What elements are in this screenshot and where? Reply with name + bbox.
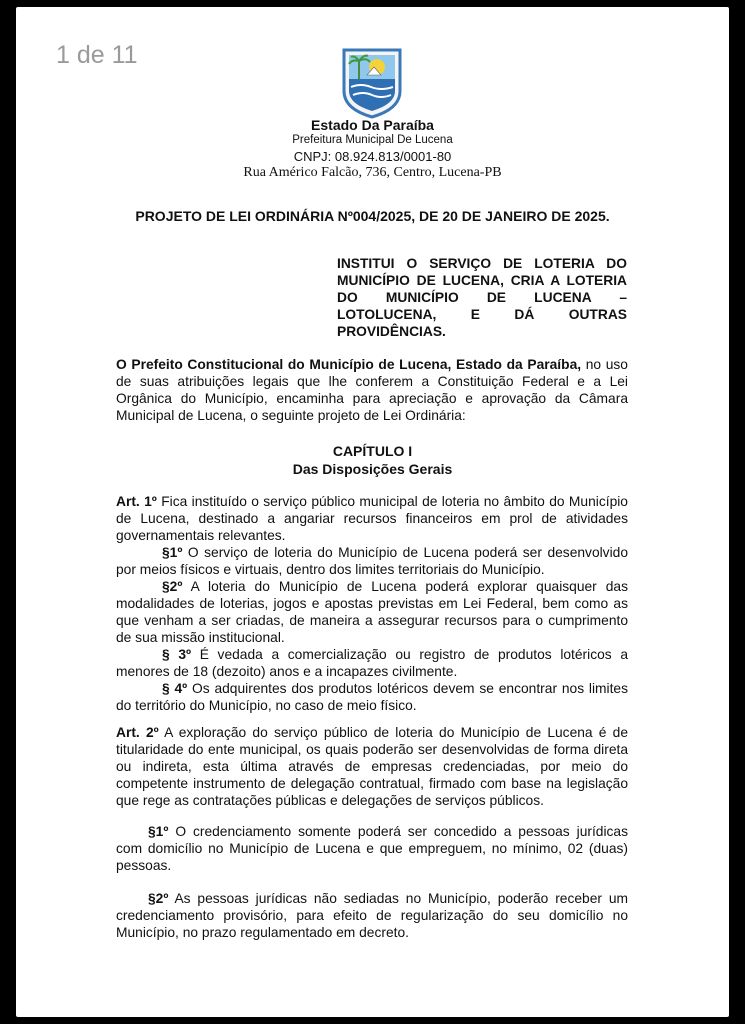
article-1 <box>116 493 628 544</box>
article-1-p1-text: O serviço de loteria do Município de Lucena poderá ser desenvolvido por meios físicos e virtuais, dentro dos limites territoriais do Município. <box>116 545 628 577</box>
article-1-label: Art. 1º <box>116 494 157 509</box>
letterhead-address: Rua Américo Falcão, 736, Centro, Lucena-PB <box>243 165 502 180</box>
article-2-p2-label: §2º <box>148 891 169 906</box>
preamble <box>116 356 628 424</box>
article-1-paragraph-2 <box>116 578 628 646</box>
article-2-label: Art. 2º <box>116 725 159 740</box>
letterhead-prefecture: Prefeitura Municipal De Lucena <box>292 134 453 146</box>
article-1-paragraph-1 <box>116 544 628 578</box>
letterhead-cnpj: CNPJ: 08.924.813/0001-80 <box>293 149 452 164</box>
chapter-title: Das Disposições Gerais <box>292 461 453 477</box>
article-1-p4-label: § 4º <box>162 681 188 696</box>
bill-title: PROJETO DE LEI ORDINÁRIA Nº004/2025, DE 20 DE JANEIRO DE 2025. <box>135 208 610 224</box>
article-1-paragraph-4 <box>116 680 628 714</box>
preamble-text: no uso de suas atribuições legais que lhe conferem a Constituição Federal e a Lei Orgânica do Município, encaminha para apreciação e aprovação da Câmara Municipal de Lucena, o seguinte projeto de Lei Ordinária: <box>116 357 628 423</box>
letterhead-state: Estado Da Paraíba <box>311 117 434 133</box>
article-1-p1-label: §1º <box>162 545 183 560</box>
article-1-p3-text: É vedada a comercialização ou registro de produtos lotéricos a menores de 18 (dezoito) anos e a incapazes civilmente. <box>116 647 629 679</box>
article-2-p1-label: §1º <box>148 824 169 839</box>
article-2-paragraph-1 <box>116 823 628 874</box>
bill-ementa: INSTITUI O SERVIÇO DE LOTERIA DO MUNICÍPIO DE LUCENA, CRIA A LOTERIA DO MUNICÍPIO DE LUCENA – LOTOLUCENA, E DÁ OUTRAS PROVIDÊNCIAS. <box>337 256 627 339</box>
article-2-paragraph-2 <box>116 890 628 941</box>
article-2-text: A exploração do serviço público de loteria do Município de Lucena é de titularidade do ente municipal, os quais poderão ser desenvolvidas de forma direta ou indireta, esta última através de empresas credenciadas, por meio do competente instrumento de delegação contratual, firmado com base na legislação que rege as contratações públicas e delegações de serviços públicos. <box>116 725 628 808</box>
municipal-coat-of-arms-icon <box>341 47 403 119</box>
article-2-p1-text: O credenciamento somente poderá ser concedido a pessoas jurídicas com domicílio no Município de Lucena e que empreguem, no mínimo, 02 (duas) pessoas. <box>116 824 628 873</box>
article-1-p3-label: § 3º <box>162 647 192 662</box>
article-2-p2-text: As pessoas jurídicas não sediadas no Município, poderão receber um credenciamento provisório, para efeito de regularização do seu domicílio no Município, no prazo regulamentado em decreto. <box>116 891 628 940</box>
article-1-p2-text: A loteria do Município de Lucena poderá explorar quaisquer das modalidades de loterias, jogos e apostas previstas em Lei Federal, bem como as que venham a ser criadas, de maneira a assegurar recursos para o cumprimento de sua missão institucional. <box>116 579 628 645</box>
document-page <box>16 7 729 1017</box>
article-1-text: Fica instituído o serviço público municipal de loteria no âmbito do Município de Lucena, destinado a angariar recursos financeiros em prol de atividades governamentais relevantes. <box>116 494 628 543</box>
chapter-number: CAPÍTULO I <box>332 443 413 459</box>
article-1-paragraph-3 <box>116 646 628 680</box>
article-1-p4-text: Os adquirentes dos produtos lotéricos devem se encontrar nos limites do território do Município, no caso de meio físico. <box>116 681 629 713</box>
article-1-p2-label: §2º <box>162 579 183 594</box>
page-counter: 1 de 11 <box>56 41 138 69</box>
preamble-author: O Prefeito Constitucional do Município de Lucena, Estado da Paraíba, <box>116 357 582 372</box>
article-2 <box>116 724 628 809</box>
